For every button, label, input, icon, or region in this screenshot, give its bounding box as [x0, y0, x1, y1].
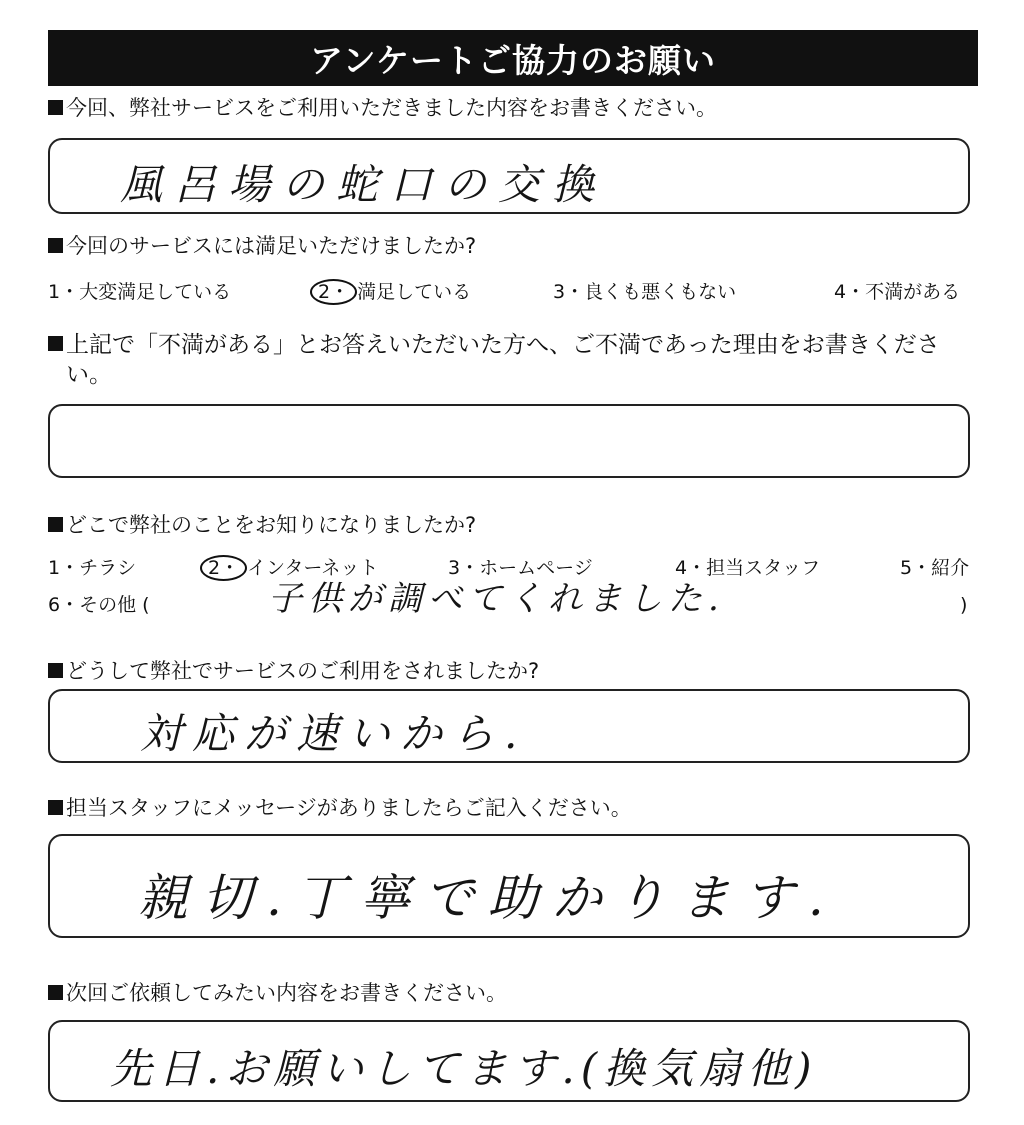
answer-5-handwriting: 対応が速いから.	[140, 709, 528, 758]
answer-box-7[interactable]	[48, 1020, 970, 1102]
question-3	[48, 330, 978, 390]
other-option-row	[48, 579, 970, 636]
question-2	[48, 232, 476, 260]
option-satisfied[interactable]	[310, 279, 471, 305]
option-other-label[interactable]: 6・その他 (	[48, 594, 150, 616]
question-5	[48, 657, 539, 685]
other-answer-handwriting: 子供が調べてくれました.	[268, 579, 725, 619]
option-homepage[interactable]: 3・ホームページ	[448, 557, 593, 579]
option-flyer[interactable]: 1・チラシ	[48, 557, 137, 579]
option-satisfied-label: 満足している	[357, 281, 472, 303]
square-bullet-icon	[48, 985, 63, 1000]
question-7-text: 次回ご依頼してみたい内容をお書きください。	[66, 981, 507, 1005]
answer-6-handwriting: 親切.丁寧で助かります.	[138, 869, 838, 927]
question-6-text: 担当スタッフにメッセージがありましたらご記入ください。	[66, 796, 632, 820]
option-referral[interactable]: 5・紹介	[900, 557, 970, 579]
question-2-text: 今回のサービスには満足いただけましたか?	[66, 234, 477, 258]
square-bullet-icon	[48, 517, 63, 532]
option-neutral[interactable]: 3・良くも悪くもない	[553, 281, 737, 303]
survey-title: アンケートご協力のお願い	[48, 30, 978, 86]
selected-circle-mark: 2・	[310, 279, 357, 305]
answer-1-handwriting: 風呂場の蛇口の交換	[120, 160, 607, 209]
answer-box-3[interactable]	[48, 404, 970, 478]
question-4-text: どこで弊社のことをお知りになりましたか?	[66, 513, 477, 537]
square-bullet-icon	[48, 663, 63, 678]
answer-box-1[interactable]	[48, 138, 970, 214]
selected-circle-mark: 2・	[200, 555, 247, 581]
question-1	[48, 94, 717, 122]
answer-7-handwriting: 先日.お願いしてます.(換気扇他)	[110, 1044, 818, 1093]
square-bullet-icon	[48, 100, 63, 115]
option-staff[interactable]: 4・担当スタッフ	[675, 557, 821, 579]
question-5-text: どうして弊社でサービスのご利用をされましたか?	[66, 659, 540, 683]
square-bullet-icon	[48, 800, 63, 815]
option-other-close: )	[960, 594, 968, 616]
answer-box-6[interactable]	[48, 834, 970, 938]
square-bullet-icon	[48, 238, 63, 253]
question-4	[48, 511, 476, 539]
option-internet-label: インターネット	[247, 557, 379, 579]
option-internet[interactable]	[200, 555, 378, 581]
option-dissatisfied[interactable]: 4・不満がある	[834, 281, 961, 303]
question-6	[48, 794, 632, 822]
question-3-text: 上記で「不満がある」とお答えいただいた方へ、ご不満であった理由をお書きください。	[66, 332, 940, 388]
question-1-text: 今回、弊社サービスをご利用いただきました内容をお書きください。	[66, 96, 717, 120]
square-bullet-icon	[48, 336, 63, 351]
option-very-satisfied[interactable]: 1・大変満足している	[48, 281, 232, 303]
answer-box-5[interactable]	[48, 689, 970, 763]
question-7	[48, 979, 507, 1007]
